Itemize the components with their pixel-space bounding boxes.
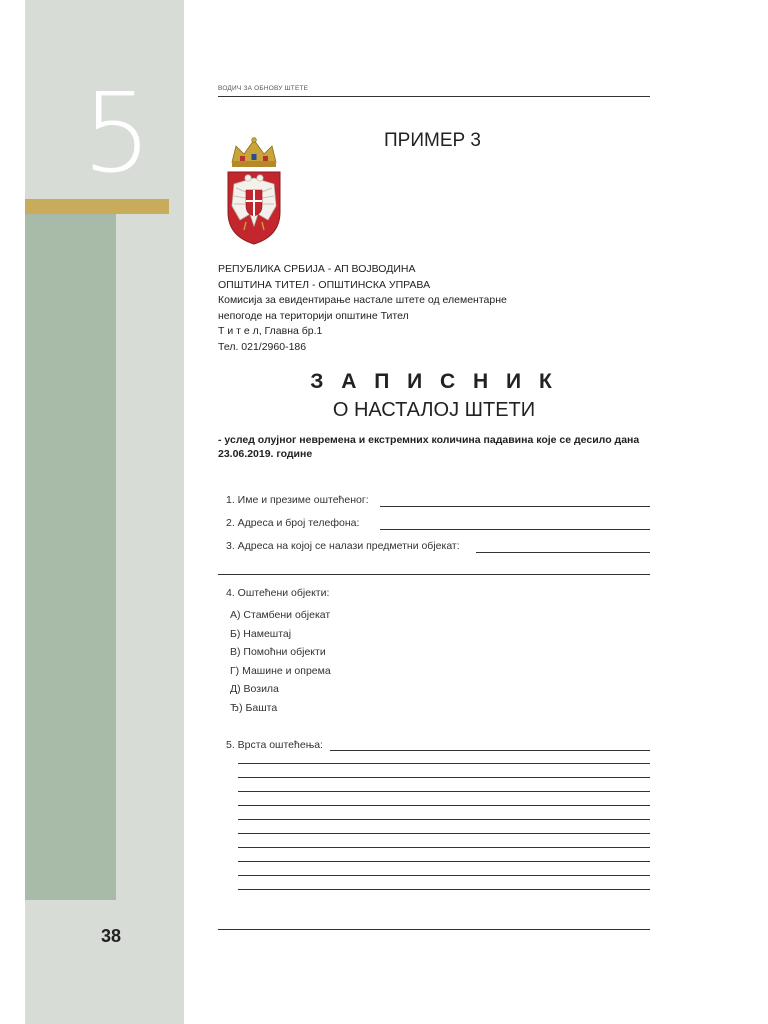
field-line-name[interactable] [380,506,650,507]
header-rule [218,96,650,97]
field-label-address-phone: 2. Адреса и број телефона: [226,517,360,529]
writing-line[interactable] [238,819,650,820]
writing-line[interactable] [238,889,650,890]
list-item: Г) Машине и опрема [230,664,331,677]
field-label-damaged-objects: 4. Оштећени објекти: [226,587,330,599]
writing-line[interactable] [238,833,650,834]
org-line: РЕПУБЛИКА СРБИЈА - АП ВОЈВОДИНА [218,263,416,275]
chapter-accent-bar [25,199,169,214]
running-head: ВОДИЧ ЗА ОБНОВУ ШТЕТЕ [218,85,309,92]
list-item: А) Стамбени објекат [230,609,331,621]
list-item: Ђ) Башта [230,701,278,714]
chapter-number: 5 [82,69,152,197]
writing-line[interactable] [238,861,650,862]
field-line-object-address[interactable] [476,552,650,553]
list-item: Б) Намештај [230,627,292,640]
writing-line[interactable] [238,847,650,848]
damaged-objects-list [230,606,331,717]
writing-line[interactable] [238,791,650,792]
organization-block [218,262,507,355]
example-title: ПРИМЕР 3 [384,130,482,151]
list-item: Д) Возила [230,683,279,695]
org-line: Комисија за евидентирање настале штете од елементарне [218,294,507,306]
coat-of-arms-icon [222,136,286,248]
footer-rule [218,929,650,930]
cause-statement: - услед олујног невремена и екстремних количина падавина које се десило дана 23.06.2019. године [218,434,640,460]
writing-line[interactable] [238,777,650,778]
field-line-address-phone[interactable] [380,529,650,530]
org-line: ОПШТИНА ТИТЕЛ - ОПШТИНСКА УПРАВА [218,278,431,291]
field-label-name: 1. Име и презиме оштећеног: [226,494,369,506]
writing-line[interactable] [238,875,650,876]
org-line: Т и т е л, Главна бр.1 [218,325,323,337]
field-label-object-address: 3. Адреса на којој се налази предметни објекат: [226,540,460,552]
writing-line[interactable] [238,763,650,764]
field-label-damage-type: 5. Врста оштећења: [226,739,323,751]
writing-line[interactable] [238,805,650,806]
page-number: 38 [101,926,122,946]
field-line-object-address-cont[interactable] [218,574,650,575]
list-item: В) Помоћни објекти [230,646,326,658]
field-line-damage-type[interactable] [330,750,650,751]
document-title: З А П И С Н И К [310,370,558,393]
org-line: Тел. 021/2960-186 [218,340,307,353]
org-line: непогоде на територији општине Тител [218,309,409,322]
side-band-accent [25,214,116,900]
document-subtitle: О НАСТАЛОЈ ШТЕТИ [332,399,536,421]
